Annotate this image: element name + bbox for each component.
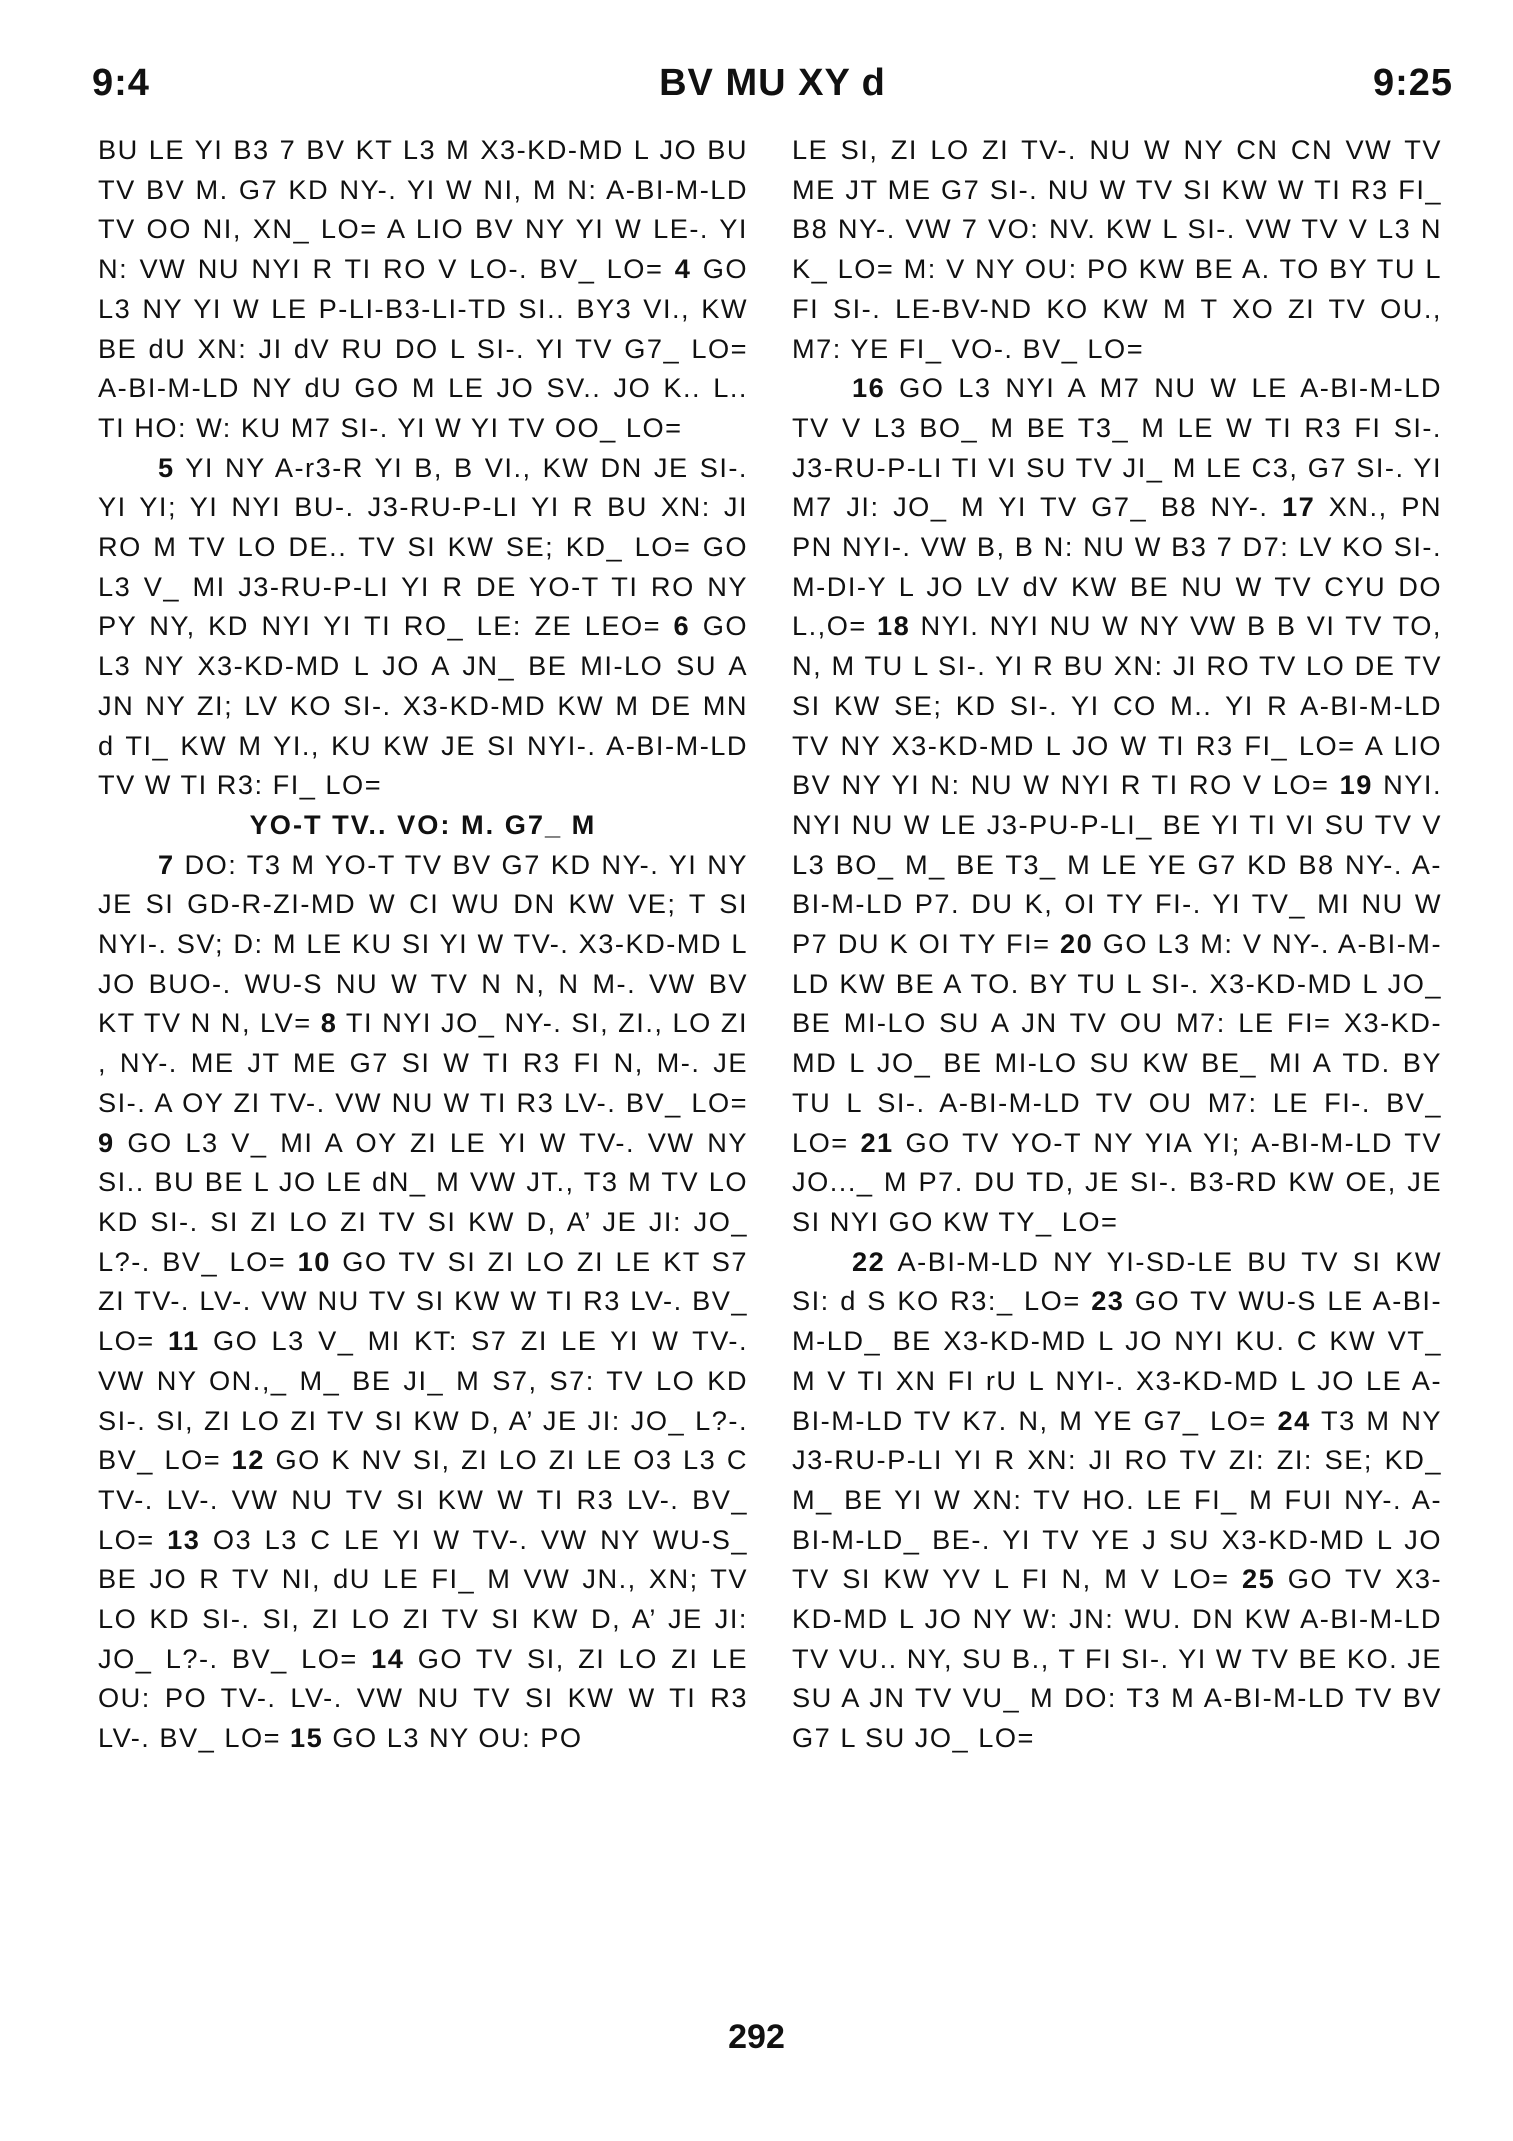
section-heading xyxy=(98,805,748,845)
verse-number: 14 xyxy=(371,1642,405,1674)
verse-number: 24 xyxy=(1277,1404,1311,1436)
verse-text: NYI. NYI NU W NY VW B B VI TV TO, N, M TU L SI-. YI R BU XN: JI RO TV LO DE TV SI KW SE; KD SI-. YI CO M.. YI R A-BI-M-LD TV NY X3-KD-MD L JO W TI R3 FI_ LO= A LIO BV NY YI N: NU W NYI R TI RO V LO= xyxy=(792,610,1442,801)
page-header xyxy=(92,62,1453,122)
verse-text: GO L3 NYI A M7 NU W LE A-BI-M-LD TV V L3 BO_ M BE T3_ M LE W TI R3 FI SI-. J3-RU-P-LI TI VI SU TV JI_ M LE C3, G7 SI-. YI M7 JI: JO_ M YI TV G7_ B8 NY-. xyxy=(792,372,1442,523)
verse-number: 5 xyxy=(158,451,175,483)
book-title: BV MU XY d xyxy=(659,62,886,104)
verse-text: TI NYI JO_ NY-. SI, ZI., LO ZI , NY-. ME JT ME G7 SI W TI R3 FI N, M-. JE SI-. A OY ZI TV-. VW NU W TI R3 LV-. BV_ LO= xyxy=(98,1007,748,1118)
verse-text: LE SI, ZI LO ZI TV-. NU W NY CN CN VW TV ME JT ME G7 SI-. NU W TV SI KW W TI R3 FI_ B8 NY-. VW 7 VO: NV. KW L SI-. VW TV V L3 N K_ LO= M: V NY OU: PO KW BE A. TO BY TU L FI SI-. LE-BV-ND KO KW M T XO ZI TV OU., M7: YE FI_ VO-. BV_ LO= xyxy=(792,134,1442,364)
verse-text: XN., PN PN NYI-. VW B, B N: NU W B3 7 D7: LV KO SI-. M-DI-Y L JO LV dV KW BE NU W TV CYU DO L.,O= xyxy=(792,491,1442,642)
paragraph xyxy=(98,448,748,805)
verse-text: YO-T TV.. VO: M. G7_ M xyxy=(249,808,597,840)
verse-text: GO TV YO-T NY YIA YI; A-BI-M-LD TV JO..._ M P7. DU TD, JE SI-. B3-RD KW OE, JE SI NYI GO KW TY_ LO= xyxy=(792,1126,1442,1237)
verse-number: 23 xyxy=(1091,1285,1125,1317)
chapter-verse-start: 9:4 xyxy=(92,62,150,104)
verse-number: 19 xyxy=(1339,769,1373,801)
verse-text: GO K NV SI, ZI LO ZI LE O3 L3 C TV-. LV-. VW NU TV SI KW W TI R3 LV-. BV_ LO= xyxy=(98,1444,748,1555)
verse-text: A-BI-M-LD NY YI-SD-LE BU TV SI KW SI: d S KO R3:_ LO= xyxy=(792,1245,1442,1317)
paragraph xyxy=(792,368,1442,1241)
verse-text: NYI. NYI NU W LE J3-PU-P-LI_ BE YI TI VI SU TV V L3 BO_ M_ BE T3_ M LE YE G7 KD B8 NY-. A-BI-M-LD P7. DU K, OI TY FI-. YI TV_ MI NU W P7 DU K OI TY FI= xyxy=(792,769,1442,960)
verse-number: 9 xyxy=(98,1126,115,1158)
verse-text: BU LE YI B3 7 BV KT L3 M X3-KD-MD L JO BU TV BV M. G7 KD NY-. YI W NI, M N: A-BI-M-LD TV OO NI, XN_ LO= A LIO BV NY YI W LE-. YI N: VW NU NYI R TI RO V LO-. BV_ LO= xyxy=(98,134,748,285)
verse-number: 17 xyxy=(1281,491,1316,523)
paragraph xyxy=(98,845,748,1758)
verse-text: YI NY A-r3-R YI B, B VI., KW DN JE SI-. YI YI; YI NYI BU-. J3-RU-P-LI YI R BU XN: JI RO M TV LO DE.. TV SI KW SE; KD_ LO= GO L3 V_ MI J3-RU-P-LI YI R DE YO-T TI RO NY PY NY, KD NYI YI TI RO_ LE: ZE LEO= xyxy=(98,451,748,642)
verse-text: GO TV X3-KD-MD L JO NY W: JN: WU. DN KW A-BI-M-LD TV VU.. NY, SU B., T FI SI-. YI W TV BE KO. JE SU A JN TV VU_ M DO: T3 M A-BI-M-LD TV BV G7 L SU JO_ LO= xyxy=(792,1563,1443,1754)
verse-number: 25 xyxy=(1242,1563,1276,1595)
paragraph xyxy=(98,130,748,448)
page-number: 292 xyxy=(728,2018,785,2056)
paragraph xyxy=(792,1242,1442,1758)
verse-text: GO L3 V_ MI KT: S7 ZI LE YI W TV-. VW NY ON.,_ M_ BE JI_ M S7, S7: TV LO KD SI-. SI, ZI LO ZI TV SI KW D, A’ JE JI: JO_ L?-. BV_ LO= xyxy=(98,1325,748,1476)
verse-number: 20 xyxy=(1060,928,1094,960)
verse-number: 4 xyxy=(674,253,692,285)
verse-text: GO L3 V_ MI A OY ZI LE YI W TV-. VW NY SI.. BU BE L JO LE dN_ M VW JT., T3 M TV LO KD SI-. SI ZI LO ZI TV SI KW D, A’ JE JI: JO_ L?-. BV_ LO= xyxy=(98,1126,748,1277)
verse-number: 15 xyxy=(290,1722,324,1754)
right-text-column xyxy=(792,130,1442,1758)
verse-text: GO L3 M: V NY-. A-BI-M-LD KW BE A TO. BY TU L SI-. X3-KD-MD L JO_ BE MI-LO SU A JN TV OU M7: LE FI= X3-KD-MD L JO_ BE MI-LO SU KW BE_ MI A TD. BY TU L SI-. A-BI-M-LD TV OU M7: LE FI-. BV_ LO= xyxy=(792,928,1442,1158)
verse-text: DO: T3 M YO-T TV BV G7 KD NY-. YI NY JE SI GD-R-ZI-MD W CI WU DN KW VE; T SI NYI-. SV; D: M LE KU SI YI W TV-. X3-KD-MD L JO BUO-. WU-S NU W TV N N, N M-. VW BV KT TV N N, LV= xyxy=(98,848,748,1039)
verse-number: 12 xyxy=(231,1444,265,1476)
verse-number: 21 xyxy=(860,1126,894,1158)
verse-text: GO TV SI ZI LO ZI LE KT S7 ZI TV-. LV-. VW NU TV SI KW W TI R3 LV-. BV_ LO= xyxy=(98,1245,748,1357)
verse-number: 11 xyxy=(167,1325,200,1357)
verse-text: GO TV SI, ZI LO ZI LE OU: PO TV-. LV-. VW NU TV SI KW W TI R3 LV-. BV_ LO= xyxy=(98,1642,748,1754)
verse-text: T3 M NY J3-RU-P-LI YI R XN: JI RO TV ZI: ZI: SE; KD_ M_ BE YI W XN: TV HO. LE FI_ M FUI NY-. A-BI-M-LD_ BE-. YI TV YE J SU X3-KD-MD L JO TV SI KW YV L FI N, M V LO= xyxy=(792,1404,1443,1595)
verse-text: GO L3 NY X3-KD-MD L JO A JN_ BE MI-LO SU A JN NY ZI; LV KO SI-. X3-KD-MD KW M DE MN d TI_ KW M YI., KU KW JE SI NYI-. A-BI-M-LD TV W TI R3: FI_ LO= xyxy=(98,610,748,801)
paragraph xyxy=(792,130,1442,368)
verse-number: 16 xyxy=(852,372,886,404)
verse-text: O3 L3 C LE YI W TV-. VW NY WU-S_ BE JO R TV NI, dU LE FI_ M VW JN., XN; TV LO KD SI-. SI, ZI LO ZI TV SI KW D, A’ JE JI: JO_ L?-. BV_ LO= xyxy=(98,1523,748,1674)
verse-text: GO TV WU-S LE A-BI-M-LD_ BE X3-KD-MD L JO NYI KU. C KW VT_ M V TI XN FI rU L NYI-. X3-KD-MD L JO LE A-BI-M-LD TV K7. N, M YE G7_ LO= xyxy=(792,1285,1443,1436)
verse-number: 8 xyxy=(320,1007,338,1039)
left-text-column xyxy=(98,130,748,1758)
verse-number: 6 xyxy=(673,610,691,642)
verse-number: 10 xyxy=(297,1245,331,1277)
verse-text: GO L3 NY OU: PO xyxy=(323,1722,583,1754)
verse-number: 22 xyxy=(852,1245,886,1277)
chapter-verse-end: 9:25 xyxy=(1372,62,1453,104)
verse-number: 13 xyxy=(167,1523,201,1555)
verse-number: 18 xyxy=(876,610,911,642)
verse-text: GO L3 NY YI W LE P-LI-B3-LI-TD SI.. BY3 VI., KW BE dU XN: JI dV RU DO L SI-. YI TV G7_ LO= A-BI-M-LD NY dU GO M LE JO SV.. JO K.. L.. TI HO: W: KU M7 SI-. YI W YI TV OO_ LO= xyxy=(98,253,748,443)
verse-number: 7 xyxy=(158,848,175,880)
